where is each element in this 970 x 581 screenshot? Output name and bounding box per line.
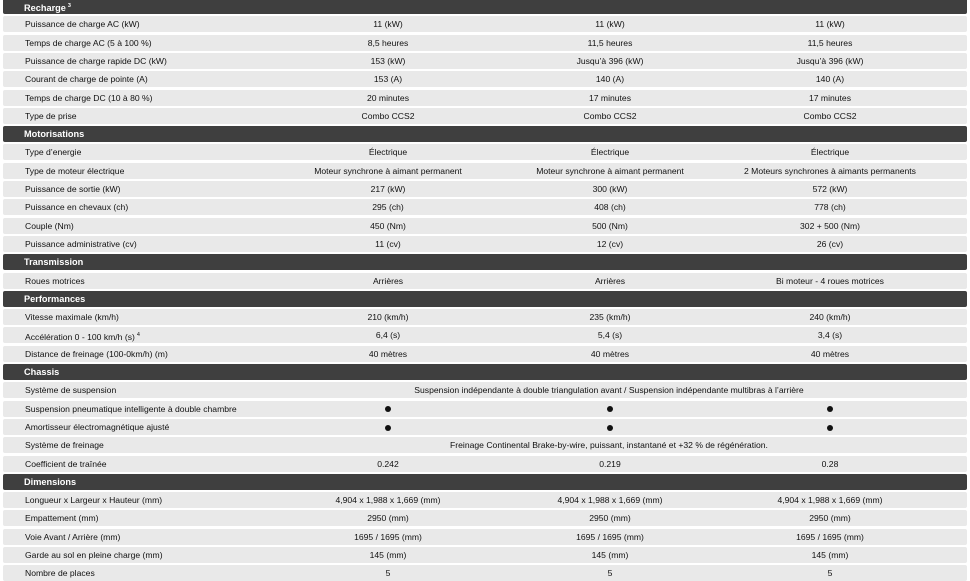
spec-value-trim-3: 572 (kW)	[812, 184, 848, 194]
spec-label	[25, 529, 285, 545]
spec-value-trim-2: Jusqu’à 396 (kW)	[576, 55, 644, 66]
spec-label	[25, 456, 285, 472]
spec-label-text: Couple (Nm)	[25, 220, 74, 231]
spec-value-trim-2: 11,5 heures	[587, 37, 633, 48]
spec-label	[25, 236, 285, 252]
standard-equipment-dot-icon	[827, 425, 833, 431]
spec-label	[25, 401, 285, 417]
spec-label	[25, 108, 285, 124]
spec-label-text: Puissance administrative (cv)	[25, 238, 137, 249]
spec-label-text: Roues motrices	[25, 275, 85, 286]
spec-value-trim-1: 11 (kW)	[373, 19, 403, 30]
spec-value-all-trims: Freinage Continental Brake-by-wire, puissant, instantané et +32 % de régénération.	[450, 440, 768, 451]
spec-label-text: Vitesse maximale (km/h)	[25, 312, 119, 323]
spec-row	[3, 236, 967, 252]
spec-label-text: Accélération 0 - 100 km/h (s)	[25, 332, 135, 343]
spec-row	[3, 456, 967, 472]
spec-row	[3, 90, 967, 106]
spec-row	[3, 71, 967, 87]
spec-row	[3, 309, 967, 325]
standard-equipment-dot-icon	[607, 425, 613, 431]
spec-value-trim-1	[278, 419, 498, 435]
spec-value-trim-3: 40 mètres	[810, 348, 850, 359]
spec-label	[25, 346, 285, 362]
spec-value-trim-1: 20 minutes	[366, 92, 410, 103]
spec-value-trim-3	[720, 419, 940, 435]
spec-label	[25, 382, 285, 398]
spec-label	[25, 437, 285, 453]
spec-value-trim-3: 3,4 (s)	[817, 330, 843, 341]
spec-value-trim-1: Moteur synchrone à aimant permanent	[314, 165, 462, 176]
spec-label-text: Type d’energie	[25, 147, 82, 158]
spec-row	[3, 565, 967, 581]
spec-label-text: Type de moteur électrique	[25, 165, 125, 176]
spec-value-trim-3: 5	[827, 568, 833, 579]
spec-row	[3, 382, 967, 398]
spec-label	[25, 273, 285, 289]
spec-value-trim-2: Moteur synchrone à aimant permanent	[536, 165, 684, 176]
spec-value-trim-1: 295 (ch)	[372, 202, 404, 213]
spec-label	[25, 309, 285, 325]
spec-value-trim-2: Arrières	[594, 275, 626, 286]
section-header-chassis	[3, 364, 967, 380]
spec-row	[3, 419, 967, 435]
spec-value-trim-3: 140 (A)	[815, 74, 845, 85]
spec-row	[3, 437, 967, 453]
spec-label-text: Puissance de sortie (kW)	[25, 184, 121, 194]
spec-value-trim-2: 5,4 (s)	[597, 330, 623, 341]
section-header-transmission	[3, 254, 967, 270]
spec-value-trim-2: 500 (Nm)	[592, 220, 628, 231]
footnote-marker: 4	[136, 332, 140, 339]
spec-value-trim-3: 11,5 heures	[807, 37, 853, 48]
spec-value-trim-2: 140 (A)	[595, 74, 625, 85]
spec-label	[25, 181, 285, 197]
spec-value-trim-3: 2950 (mm)	[809, 513, 851, 524]
spec-value-trim-3: 11 (kW)	[815, 19, 845, 30]
standard-equipment-dot-icon	[385, 406, 391, 412]
spec-label-text: Puissance de charge rapide DC (kW)	[25, 55, 167, 66]
spec-label-text: Longueur x Largeur x Hauteur (mm)	[25, 495, 163, 506]
spec-row	[3, 346, 967, 362]
spec-label-text: Temps de charge AC (5 à 100 %)	[25, 37, 152, 48]
spec-value-trim-2: 5	[607, 568, 613, 579]
spec-label-text: Suspension pneumatique intelligente à double chambre	[25, 403, 237, 414]
spec-row	[3, 510, 967, 526]
spec-row	[3, 273, 967, 289]
spec-value-trim-2: 4,904 x 1,988 x 1,669 (mm)	[557, 495, 663, 506]
spec-value-trim-3	[720, 401, 940, 417]
section-title: Recharge	[24, 3, 66, 13]
spec-label	[25, 35, 285, 51]
spec-label	[25, 163, 285, 179]
spec-label-text: Temps de charge DC (10 à 80 %)	[25, 92, 153, 103]
spec-row	[3, 218, 967, 234]
spec-value-trim-1: 450 (Nm)	[370, 220, 406, 231]
spec-value-trim-1: 153 (kW)	[370, 55, 406, 66]
spec-value-trim-3: Combo CCS2	[803, 110, 857, 121]
spec-row	[3, 16, 967, 32]
spec-row	[3, 492, 967, 508]
spec-value-trim-1: 4,904 x 1,988 x 1,669 (mm)	[335, 495, 441, 506]
spec-value-trim-2: Combo CCS2	[583, 110, 637, 121]
spec-label-text: Système de freinage	[25, 440, 104, 451]
spec-value-trim-1: 153 (A)	[373, 74, 403, 85]
spec-value-trim-3: 4,904 x 1,988 x 1,669 (mm)	[777, 495, 883, 506]
spec-label-text: Voie Avant / Arrière (mm)	[25, 531, 121, 542]
spec-value-trim-3: Électrique	[810, 147, 850, 158]
section-header-dimensions	[3, 474, 967, 490]
spec-label	[25, 90, 285, 106]
spec-value-trim-1: Arrières	[372, 275, 404, 286]
section-header-performances	[3, 291, 967, 307]
spec-value-trim-3: Jusqu’à 396 (kW)	[796, 55, 864, 66]
standard-equipment-dot-icon	[607, 406, 613, 412]
section-title: Transmission	[24, 257, 84, 268]
spec-row	[3, 181, 967, 197]
spec-value-trim-3: 240 (km/h)	[809, 312, 851, 323]
spec-label-text: Distance de freinage (100-0km/h) (m)	[25, 348, 168, 359]
section-header-recharge	[3, 0, 967, 14]
spec-label-text: Empattement (mm)	[25, 513, 99, 524]
spec-label-text: Puissance en chevaux (ch)	[25, 202, 129, 213]
spec-value-trim-2	[500, 401, 720, 417]
spec-label	[25, 16, 285, 32]
footnote-marker: 3	[67, 3, 71, 9]
spec-label-text: Puissance de charge AC (kW)	[25, 19, 140, 30]
spec-row	[3, 529, 967, 545]
spec-label-text: Type de prise	[25, 110, 77, 121]
spec-value-trim-3: 145 (mm)	[811, 550, 849, 560]
spec-value-trim-2	[500, 419, 720, 435]
spec-value-trim-2: 0.219	[599, 458, 621, 469]
spec-row	[3, 327, 967, 343]
spec-value-trim-2: 17 minutes	[588, 92, 632, 103]
spec-value-trim-1: 11 (cv)	[375, 238, 401, 249]
spec-value-trim-3: 2 Moteurs synchrones à aimants permanents	[744, 165, 916, 176]
section-title: Chassis	[24, 367, 60, 377]
spec-label	[25, 327, 285, 345]
spec-value-trim-3: 26 (cv)	[816, 238, 844, 249]
spec-value-trim-2: 11 (kW)	[595, 19, 625, 30]
spec-value-trim-2: 235 (km/h)	[589, 312, 631, 323]
spec-value-trim-1	[278, 401, 498, 417]
spec-label	[25, 510, 285, 526]
section-title: Motorisations	[24, 129, 85, 140]
spec-value-trim-2: 145 (mm)	[591, 550, 629, 560]
spec-label-text: Nombre de places	[25, 568, 95, 579]
spec-value-trim-3: 778 (ch)	[814, 202, 846, 213]
spec-value-trim-3: 302 + 500 (Nm)	[800, 220, 860, 231]
spec-value-trim-2: 40 mètres	[590, 348, 630, 359]
spec-value-trim-1: 217 (kW)	[370, 184, 406, 194]
spec-label	[25, 547, 285, 563]
spec-label	[25, 492, 285, 508]
spec-label-text: Coefficient de traînée	[25, 458, 107, 469]
spec-value-trim-1: 145 (mm)	[369, 550, 407, 560]
spec-value-trim-3: 1695 / 1695 (mm)	[796, 531, 864, 542]
spec-label	[25, 218, 285, 234]
spec-label	[25, 144, 285, 160]
section-title: Dimensions	[24, 476, 77, 487]
spec-value-trim-1: 40 mètres	[368, 348, 408, 359]
spec-value-trim-1: 8,5 heures	[367, 37, 409, 48]
spec-value-trim-2: 2950 (mm)	[589, 513, 631, 524]
spec-value-trim-2: 1695 / 1695 (mm)	[576, 531, 644, 542]
spec-label	[25, 199, 285, 215]
spec-value-trim-2: Électrique	[590, 147, 630, 158]
spec-row	[3, 199, 967, 215]
section-header-motorisations	[3, 126, 967, 142]
spec-label	[25, 419, 285, 435]
spec-row	[3, 53, 967, 69]
spec-value-trim-3: Bi moteur - 4 roues motrices	[776, 275, 884, 286]
spec-value-all-trims: Suspension indépendante à double triangulation avant / Suspension indépendante multibras à l’arrière	[414, 385, 804, 396]
spec-label	[25, 53, 285, 69]
spec-label-text: Garde au sol en pleine charge (mm)	[25, 550, 163, 560]
spec-value-trim-2: 408 (ch)	[594, 202, 626, 213]
spec-label-text: Système de suspension	[25, 385, 117, 396]
spec-row	[3, 401, 967, 417]
spec-row	[3, 547, 967, 563]
spec-value-trim-2: 12 (cv)	[596, 238, 624, 249]
spec-row	[3, 144, 967, 160]
spec-value-trim-1: 6,4 (s)	[375, 330, 401, 341]
spec-value-trim-1: 0.242	[377, 458, 399, 469]
spec-value-trim-1: Combo CCS2	[361, 110, 415, 121]
spec-value-trim-3: 0.28	[821, 458, 839, 469]
spec-value-trim-1: 1695 / 1695 (mm)	[354, 531, 422, 542]
standard-equipment-dot-icon	[385, 425, 391, 431]
spec-label-text: Amortisseur électromagnétique ajusté	[25, 421, 170, 432]
spec-label	[25, 71, 285, 87]
spec-value-trim-1: 210 (km/h)	[367, 312, 409, 323]
spec-label-text: Courant de charge de pointe (A)	[25, 74, 148, 85]
spec-value-trim-3: 17 minutes	[808, 92, 852, 103]
spec-value-trim-1: 2950 (mm)	[367, 513, 409, 524]
spec-row	[3, 108, 967, 124]
section-title: Performances	[24, 293, 86, 304]
spec-value-trim-1: 5	[385, 568, 391, 579]
spec-value-trim-1: Électrique	[368, 147, 408, 158]
spec-value-trim-2: 300 (kW)	[592, 184, 628, 194]
standard-equipment-dot-icon	[827, 406, 833, 412]
spec-label	[25, 565, 285, 581]
spec-row	[3, 35, 967, 51]
spec-row	[3, 163, 967, 179]
